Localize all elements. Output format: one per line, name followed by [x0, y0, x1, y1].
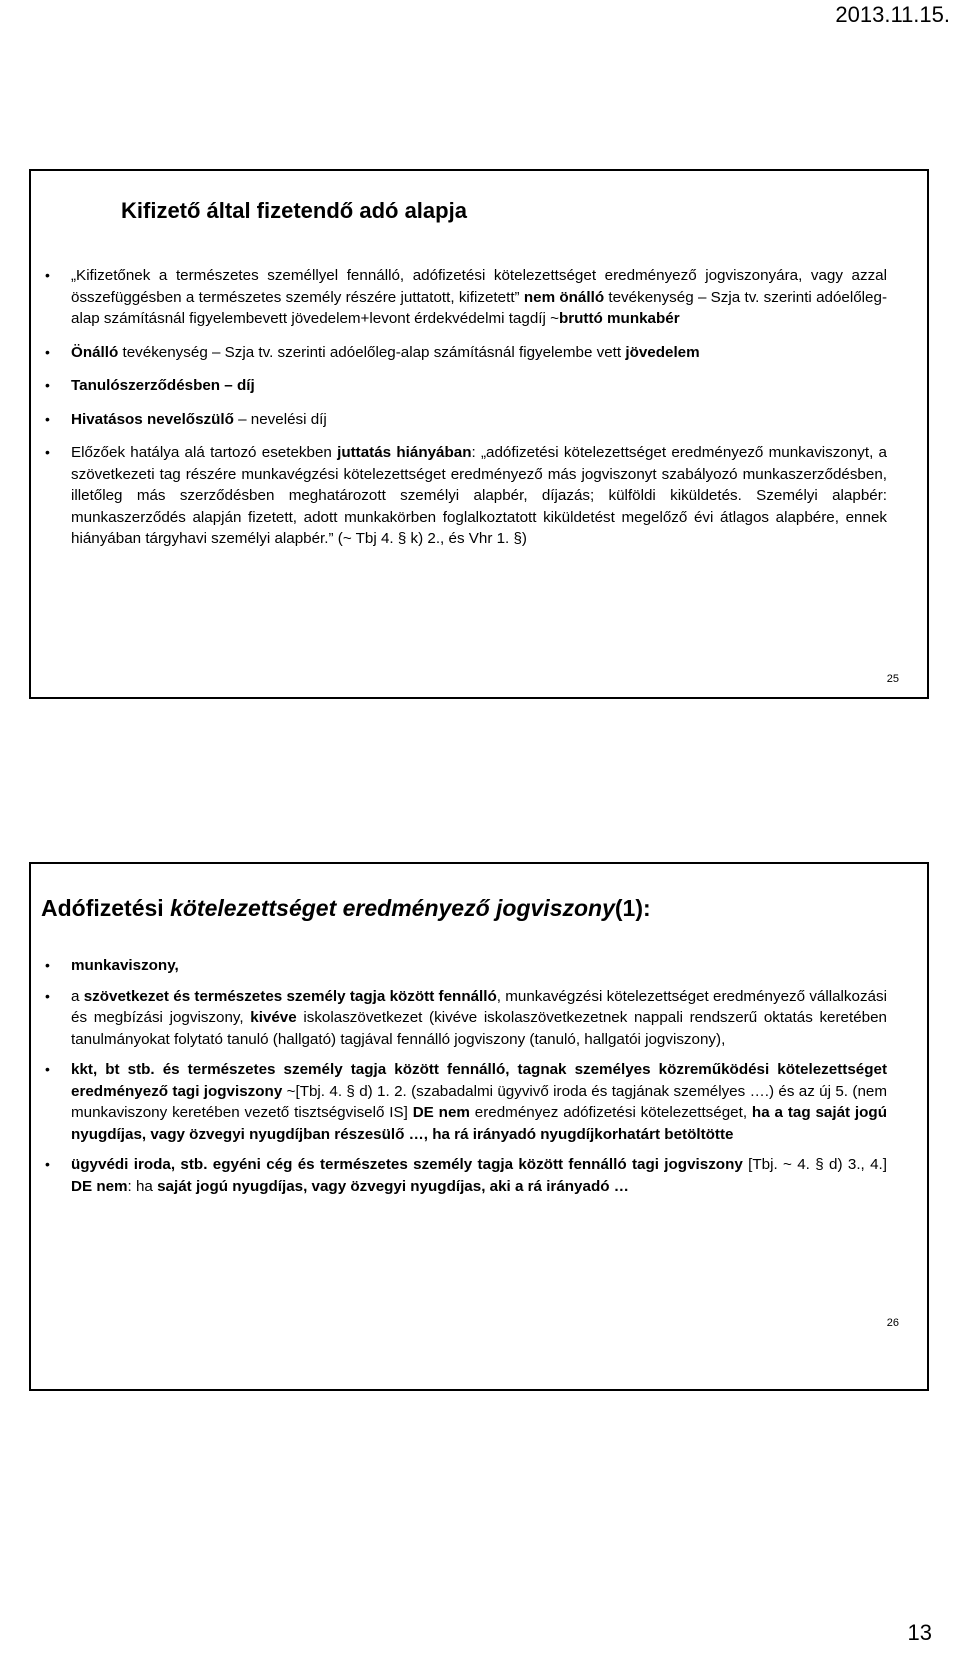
text: iskolaszövetkezet (kivéve iskolaszövetkezetnek nappali rendszerű oktatás keretében tanulmányokat folytató tanuló (hallgató) tagjával fennálló jogviszony (tanuló, hallgatói jogviszony), — [71, 1009, 887, 1048]
bold-text: DE nem — [71, 1177, 128, 1195]
bullet-icon: • — [45, 987, 50, 1004]
bold-text: saját jogú nyugdíjas, vagy özvegyi nyugdíjas, aki a rá irányadó … — [157, 1177, 629, 1195]
list-item — [43, 265, 887, 330]
text: : ha — [127, 1177, 158, 1195]
slide-number: 25 — [886, 673, 899, 685]
bullet-icon: • — [45, 957, 50, 973]
list-item — [43, 375, 887, 397]
bullet-list — [43, 265, 887, 562]
slide-title-suffix: (1): — [614, 895, 651, 921]
list-item — [43, 342, 887, 364]
list-item — [43, 1154, 887, 1197]
text: a — [71, 987, 84, 1005]
header-date: 2013.11.15. — [835, 2, 950, 27]
slide-26 — [29, 862, 929, 1391]
slide-number: 26 — [886, 1317, 899, 1329]
bold-text: jövedelem — [625, 343, 700, 361]
bullet-icon: • — [45, 444, 50, 460]
bold-text: Önálló — [71, 343, 119, 361]
text: ~[Tbj. 4. § d) 1. 2. (szabadalmi ügyvivő iroda és tagjának személyes ….) és az új 5. (nem munkaviszony keretében vezető tisztségviselő IS] — [71, 1082, 887, 1121]
text: – nevelési díj — [233, 410, 327, 428]
bullet-icon: • — [45, 410, 50, 427]
list-item — [43, 1059, 887, 1145]
bullet-icon: • — [45, 343, 50, 360]
slide-title-italic: kötelezettséget eredményező jogviszony — [170, 895, 615, 921]
list-item — [43, 442, 887, 550]
text: [Tbj. ~ 4. § d) 3., 4.] — [742, 1156, 887, 1173]
text: Előzőek hatálya alá tartozó esetekben — [71, 444, 338, 461]
bullet-icon: • — [45, 267, 50, 283]
bold-text: Tanulószerződésben – díj — [71, 377, 255, 394]
text: „Kifizetőnek a természetes személlyel fennálló, adófizetési kötelezettséget eredményező jogviszonyára, vagy azzal összefüggésben a természetes személy részére juttatott, kifizetett” — [71, 267, 887, 306]
bold-text: szövetkezet és természetes személy tagja között fennálló — [83, 987, 497, 1005]
bold-text: munkaviszony, — [71, 957, 179, 974]
list-item — [43, 409, 887, 431]
text: , munkavégzési kötelezettséget eredményező vállalkozási és megbízási jogviszony, — [71, 987, 887, 1026]
text: tevékenység – Szja tv. szerinti adóelőleg-alap számításnál figyelembe vett — [118, 343, 626, 361]
page-number: 13 — [907, 1620, 932, 1645]
slide-title — [121, 198, 467, 224]
list-item — [43, 986, 887, 1051]
bold-text: ha a tag saját jogú nyugdíjas, vagy özvegyi nyugdíjban részesülő …, ha rá irányadó nyugdíjkorhatárt betöltötte — [71, 1104, 887, 1143]
bold-text: ügyvédi iroda, stb. egyéni cég és természetes személy tagja között fennálló tagi jogviszony — [71, 1156, 743, 1173]
bullet-icon: • — [45, 377, 50, 393]
bullet-list — [43, 955, 887, 1206]
bullet-icon: • — [45, 1061, 50, 1077]
bold-text: nem önálló — [523, 288, 605, 306]
bold-text: kkt, bt stb. és természetes személy tagja között fennálló, tagnak személyes közreműködési kötelezettséget eredményező tagi jogviszony — [71, 1061, 887, 1100]
slide-title-plain: Adófizetési — [41, 895, 171, 921]
text: : „adófizetési kötelezettséget eredményező munkaviszonyt, a szövetkezeti tag részére munkavégzési kötelezettséget eredményező más jogviszonyt szabályozó munkaszerződésben, illetőleg más szerződésben meghatározott személyi alapbér, díjazás; külföldi kiküldetés. Személyi alapbér: munkaszerződés alapján fizetett, adott munkakörben foglalkoztatott kiküldetést megelőző évi átlagos alapbére, ennek hiányában tárgyhavi személyi alapbér.” (~ Tbj 4. § k) 2., és Vhr 1. §) — [71, 444, 887, 547]
list-item — [43, 955, 887, 977]
bold-text: bruttó munkabér — [558, 310, 680, 327]
bold-text: Hivatásos nevelőszülő — [71, 410, 234, 428]
bold-text: juttatás hiányában — [337, 444, 472, 461]
text: tevékenység – Szja tv. szerinti adóelőleg-alap számításnál figyelembevett jövedelem+levont érdekvédelmi tagdíj ~ — [71, 288, 887, 327]
bullet-icon: • — [45, 1156, 50, 1172]
slide-title — [41, 895, 651, 922]
slide-25 — [29, 169, 929, 699]
text: eredményez adófizetési kötelezettséget, — [469, 1104, 752, 1121]
bold-text: DE nem — [412, 1104, 470, 1121]
bold-text: kivéve — [250, 1009, 297, 1026]
slide-title-text: Kifizető által fizetendő adó alapja — [121, 198, 467, 223]
